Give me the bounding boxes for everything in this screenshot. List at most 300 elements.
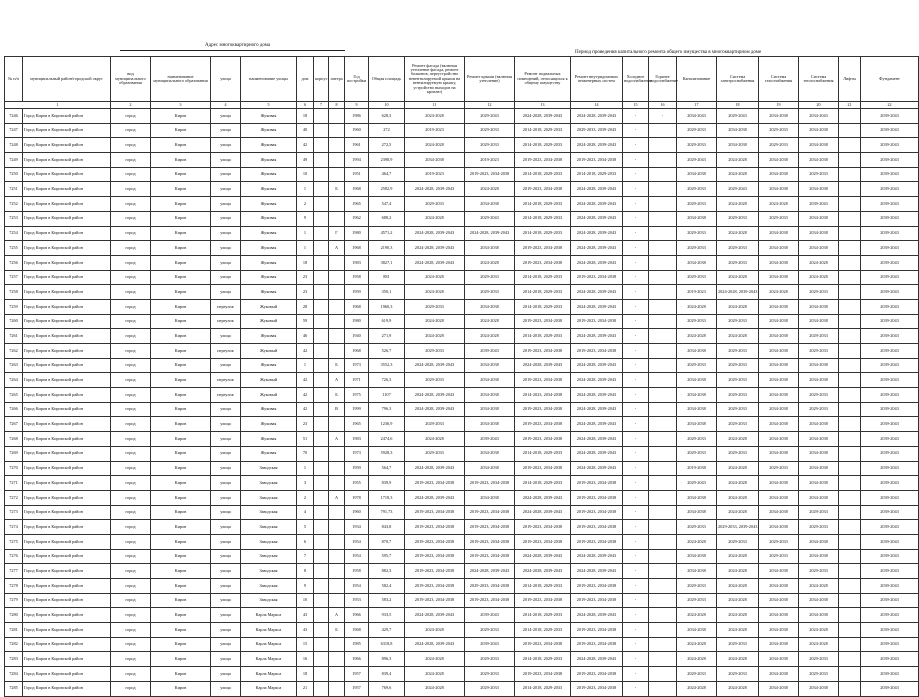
table-cell: 2029-2033 bbox=[717, 446, 759, 461]
table-cell bbox=[649, 623, 677, 638]
table-cell-dash: - bbox=[623, 520, 649, 535]
table-cell: 2029-2033 bbox=[677, 138, 717, 153]
table-row bbox=[5, 138, 919, 153]
table-cell: Город Киров в Кировской район bbox=[23, 534, 111, 549]
table-cell: 2029-2033 bbox=[799, 388, 839, 403]
table-cell: 2024-2028 bbox=[717, 299, 759, 314]
table-cell: 350,1 bbox=[369, 285, 405, 300]
table-cell bbox=[314, 241, 329, 256]
table-cell-dash: - bbox=[623, 211, 649, 226]
table-cell: 2029-2033 bbox=[717, 534, 759, 549]
column-header: дом bbox=[297, 57, 314, 102]
table-cell: 7260 bbox=[5, 314, 23, 329]
table-cell: 2039-2043 bbox=[861, 373, 919, 388]
table-cell: Б bbox=[329, 623, 345, 638]
table-cell: Город Киров в Кировской район bbox=[23, 270, 111, 285]
table-cell: улица bbox=[211, 241, 241, 256]
table-cell: 7279 bbox=[5, 593, 23, 608]
table-cell bbox=[649, 432, 677, 447]
column-number: 10 bbox=[369, 102, 405, 109]
table-cell: 2014-2018, 2029-2033 bbox=[515, 329, 571, 344]
table-cell: 2039-2043 bbox=[861, 402, 919, 417]
table-cell: 2039-2043 bbox=[861, 417, 919, 432]
table-cell: Жуковая bbox=[241, 285, 297, 300]
table-cell: Город Киров в Кировской район bbox=[23, 417, 111, 432]
table-cell: Киров bbox=[151, 344, 211, 359]
table-cell: 526,7 bbox=[369, 344, 405, 359]
table-cell: 464,7 bbox=[369, 167, 405, 182]
table-cell: 7267 bbox=[5, 417, 23, 432]
table-cell-dash: - bbox=[623, 534, 649, 549]
table-cell: 2024-2028 bbox=[717, 623, 759, 638]
table-cell bbox=[649, 285, 677, 300]
table-cell: улица bbox=[211, 432, 241, 447]
table-cell: 2019-2023, 2034-2038 bbox=[571, 270, 623, 285]
table-cell: 2024-2028, 2039-2043 bbox=[515, 358, 571, 373]
table-cell: 2029-2033 bbox=[799, 564, 839, 579]
table-cell: 7270 bbox=[5, 461, 23, 476]
table-cell bbox=[839, 358, 861, 373]
table-cell: 2019-2023, 2034-2038 bbox=[515, 432, 571, 447]
table-cell bbox=[314, 344, 329, 359]
table-cell: Киров bbox=[151, 579, 211, 594]
table-cell: 2014-2018, 2029-2033 bbox=[515, 197, 571, 212]
table-cell: Киров bbox=[151, 417, 211, 432]
column-number: 12 bbox=[465, 102, 515, 109]
table-cell: Киров bbox=[151, 637, 211, 652]
column-number: 18 bbox=[717, 102, 759, 109]
table-cell: Город Киров в Кировской район bbox=[23, 167, 111, 182]
table-cell: Киров bbox=[151, 549, 211, 564]
column-number: 5 bbox=[241, 102, 297, 109]
table-cell: 7284 bbox=[5, 667, 23, 682]
table-cell: Жуковая bbox=[241, 197, 297, 212]
table-cell: 2029-2033 bbox=[465, 623, 515, 638]
table-cell: Город Киров в Кировской район bbox=[23, 593, 111, 608]
table-cell bbox=[314, 138, 329, 153]
table-cell: 1968 bbox=[345, 241, 369, 256]
table-cell: 1934 bbox=[345, 520, 369, 535]
table-cell: 2024-2028 bbox=[405, 270, 465, 285]
table-cell: 2024-2028, 2039-2043 bbox=[515, 109, 571, 124]
table-cell bbox=[314, 637, 329, 652]
table-cell: 2024-2028 bbox=[405, 329, 465, 344]
table-cell: Б bbox=[329, 388, 345, 403]
table-header-row bbox=[5, 57, 919, 102]
table-cell: 2034-2038 bbox=[759, 608, 799, 623]
table-cell bbox=[839, 197, 861, 212]
table-cell: 2034-2038 bbox=[759, 593, 799, 608]
table-cell bbox=[649, 358, 677, 373]
table-cell: 2034-2038 bbox=[799, 593, 839, 608]
table-cell-dash: - bbox=[623, 549, 649, 564]
table-cell: город bbox=[111, 520, 151, 535]
table-cell: 2024-2028 bbox=[465, 329, 515, 344]
table-cell-dash: - bbox=[623, 373, 649, 388]
table-cell: 2039-2043 bbox=[861, 153, 919, 168]
table-cell: 2034-2038 bbox=[465, 461, 515, 476]
table-cell: 8 bbox=[297, 564, 314, 579]
table-cell bbox=[314, 593, 329, 608]
table-cell: город bbox=[111, 623, 151, 638]
table-cell: Жуковый bbox=[241, 299, 297, 314]
column-header: Ремонт крыши (включая утепление) bbox=[465, 57, 515, 102]
table-cell bbox=[839, 490, 861, 505]
table-cell: Город Киров в Кировской район bbox=[23, 138, 111, 153]
table-cell: 2029-2033, 2034-2038 bbox=[465, 579, 515, 594]
table-cell bbox=[329, 579, 345, 594]
table-cell: 2024-2028 bbox=[677, 534, 717, 549]
table-cell bbox=[839, 153, 861, 168]
table-cell bbox=[839, 681, 861, 696]
table-cell bbox=[314, 358, 329, 373]
table-cell: 7274 bbox=[5, 520, 23, 535]
table-cell bbox=[329, 109, 345, 124]
table-cell: 7263 bbox=[5, 358, 23, 373]
table-cell bbox=[839, 138, 861, 153]
table-cell: 2034-2038 bbox=[677, 490, 717, 505]
column-header: Фундамент bbox=[861, 57, 919, 102]
table-cell: Киров bbox=[151, 358, 211, 373]
table-cell: Город Киров в Кировской район bbox=[23, 490, 111, 505]
table-cell: 2024-2028 bbox=[717, 476, 759, 491]
table-cell: Жуковая bbox=[241, 167, 297, 182]
table-cell: Киров bbox=[151, 299, 211, 314]
table-cell: улица bbox=[211, 667, 241, 682]
table-cell: 1107 bbox=[369, 388, 405, 403]
table-cell: 2034-2038 bbox=[799, 314, 839, 329]
table-cell bbox=[329, 564, 345, 579]
table-cell: 2019-2023, 2034-2038 bbox=[515, 314, 571, 329]
table-cell: 7285 bbox=[5, 681, 23, 696]
table-cell: 2034-2038 bbox=[799, 461, 839, 476]
table-cell bbox=[839, 329, 861, 344]
table-cell: Жуковая bbox=[241, 241, 297, 256]
table-cell: 2034-2038 bbox=[759, 490, 799, 505]
table-cell: 2039-2043 bbox=[861, 138, 919, 153]
table-cell: 2024-2028 bbox=[717, 681, 759, 696]
table-cell: Город Киров в Кировской район bbox=[23, 285, 111, 300]
table-cell: 2019-2023, 2034-2038 bbox=[571, 667, 623, 682]
table-cell: 2024-2028, 2039-2043 bbox=[571, 388, 623, 403]
table-cell: 2034-2038 bbox=[799, 432, 839, 447]
table-cell: 271,9 bbox=[369, 329, 405, 344]
table-cell: 2039-2043 bbox=[861, 197, 919, 212]
table-cell: 2034-2038 bbox=[759, 373, 799, 388]
table-cell bbox=[329, 197, 345, 212]
table-cell: 2014-2018, 2029-2033 bbox=[515, 299, 571, 314]
table-cell: улица bbox=[211, 167, 241, 182]
table-cell: 2019-2023, 2034-2038 bbox=[405, 549, 465, 564]
table-cell: улица bbox=[211, 461, 241, 476]
table-cell: город bbox=[111, 534, 151, 549]
table-cell: 2029-2033 bbox=[465, 285, 515, 300]
table-cell: 2029-2033 bbox=[677, 446, 717, 461]
table-cell: 2019-2023, 2034-2038 bbox=[405, 476, 465, 491]
column-number: 2 bbox=[111, 102, 151, 109]
table-cell: Жуковая bbox=[241, 270, 297, 285]
table-cell: 2034-2038 bbox=[759, 579, 799, 594]
table-cell: Киров bbox=[151, 652, 211, 667]
table-cell: 2024-2028 bbox=[717, 153, 759, 168]
table-cell: город bbox=[111, 667, 151, 682]
table-cell bbox=[649, 270, 677, 285]
table-cell: 564,7 bbox=[369, 461, 405, 476]
table-cell bbox=[839, 402, 861, 417]
table-cell: Киров bbox=[151, 285, 211, 300]
table-cell: 5928,3 bbox=[369, 446, 405, 461]
table-cell: 1968 bbox=[345, 344, 369, 359]
table-cell-dash: - bbox=[623, 329, 649, 344]
table-cell: 2034-2038 bbox=[677, 549, 717, 564]
table-cell bbox=[329, 255, 345, 270]
table-cell-dash: - bbox=[623, 432, 649, 447]
table-cell bbox=[649, 314, 677, 329]
table-cell: 2034-2038 bbox=[465, 358, 515, 373]
table-cell bbox=[839, 241, 861, 256]
table-row bbox=[5, 167, 919, 182]
column-header: Горячее водоснабжение bbox=[649, 57, 677, 102]
table-cell: улица bbox=[211, 285, 241, 300]
table-cell-dash: - bbox=[623, 579, 649, 594]
table-cell: 2029-2033 bbox=[799, 505, 839, 520]
table-cell: 2039-2043 bbox=[861, 608, 919, 623]
table-cell: 2029-2033 bbox=[465, 652, 515, 667]
table-cell: 2029-2033 bbox=[465, 270, 515, 285]
table-cell bbox=[839, 623, 861, 638]
table-cell: Киров bbox=[151, 623, 211, 638]
table-cell: 2029-2033 bbox=[717, 211, 759, 226]
table-row bbox=[5, 623, 919, 638]
table-cell: Заводская bbox=[241, 564, 297, 579]
table-cell: 2029-2033 bbox=[465, 138, 515, 153]
table-cell: 2029-2033 bbox=[677, 358, 717, 373]
table-cell: 2034-2038 bbox=[799, 358, 839, 373]
table-cell: 2034-2038 bbox=[677, 255, 717, 270]
table-cell bbox=[649, 299, 677, 314]
table-row bbox=[5, 358, 919, 373]
table-cell: 2024-2028, 2039-2043 bbox=[405, 608, 465, 623]
table-cell: 2024-2028 bbox=[405, 432, 465, 447]
table-cell: 2024-2028, 2039-2043 bbox=[465, 564, 515, 579]
table-cell: 1960,3 bbox=[369, 299, 405, 314]
table-cell bbox=[649, 388, 677, 403]
table-cell: 2034-2038 bbox=[799, 123, 839, 138]
table-row bbox=[5, 476, 919, 491]
table-cell: Г bbox=[329, 226, 345, 241]
table-cell: 2024-2028 bbox=[717, 549, 759, 564]
table-cell: 2039-2043 bbox=[861, 593, 919, 608]
table-cell: 7255 bbox=[5, 241, 23, 256]
table-cell-dash: - bbox=[623, 681, 649, 696]
table-cell: 2024-2028, 2039-2043 bbox=[571, 417, 623, 432]
table-cell: 2029-2033 bbox=[405, 299, 465, 314]
table-cell: 2024-2028 bbox=[799, 255, 839, 270]
table-cell bbox=[649, 226, 677, 241]
table-cell bbox=[329, 505, 345, 520]
table-cell: 2024-2028, 2039-2043 bbox=[515, 490, 571, 505]
table-column-numbers-row bbox=[5, 102, 919, 109]
table-cell: улица bbox=[211, 417, 241, 432]
table-cell: 2024-2028 bbox=[717, 329, 759, 344]
table-cell: Город Киров в Кировской район bbox=[23, 226, 111, 241]
table-cell: 1965 bbox=[345, 417, 369, 432]
table-cell: 429,7 bbox=[369, 623, 405, 638]
table-cell: 1961 bbox=[345, 138, 369, 153]
table-cell: Жуковый bbox=[241, 344, 297, 359]
table-cell: 2039-2043 bbox=[861, 476, 919, 491]
table-cell: 2034-2038 bbox=[677, 373, 717, 388]
table-cell: город bbox=[111, 299, 151, 314]
table-cell: 7271 bbox=[5, 476, 23, 491]
table-cell: 2039-2043 bbox=[861, 490, 919, 505]
table-cell: 2024-2028, 2039-2043 bbox=[571, 109, 623, 124]
table-cell: 7258 bbox=[5, 285, 23, 300]
table-cell: 583,2 bbox=[369, 593, 405, 608]
table-cell: 2019-2023, 2034-2038 bbox=[515, 667, 571, 682]
table-cell bbox=[329, 167, 345, 182]
table-cell: 2019-2023, 2034-2038 bbox=[465, 505, 515, 520]
table-cell: Город Киров в Кировской район bbox=[23, 505, 111, 520]
table-cell bbox=[649, 373, 677, 388]
table-cell: 7246 bbox=[5, 109, 23, 124]
table-cell bbox=[649, 182, 677, 197]
table-cell: 2019-2023, 2034-2038 bbox=[465, 167, 515, 182]
table-cell: 2039-2043 bbox=[465, 432, 515, 447]
table-cell bbox=[649, 167, 677, 182]
table-cell: 1 bbox=[297, 226, 314, 241]
table-cell: Киров bbox=[151, 402, 211, 417]
table-cell bbox=[649, 123, 677, 138]
table-cell-dash: - bbox=[623, 314, 649, 329]
table-cell: 2034-2038 bbox=[759, 358, 799, 373]
table-cell: 2024-2028, 2039-2043 bbox=[571, 329, 623, 344]
table-cell: 7283 bbox=[5, 652, 23, 667]
table-cell: 2024-2028 bbox=[717, 226, 759, 241]
table-cell: город bbox=[111, 344, 151, 359]
table-cell: 2024-2028 bbox=[759, 285, 799, 300]
table-cell: 2014-2018, 2029-2033 bbox=[571, 167, 623, 182]
table-cell: 2034-2038 bbox=[799, 490, 839, 505]
table-cell: Город Киров в Кировской район bbox=[23, 344, 111, 359]
table-cell: Киров bbox=[151, 432, 211, 447]
table-cell: 2029-2033 bbox=[759, 211, 799, 226]
table-cell-dash: - bbox=[623, 358, 649, 373]
table-cell: Жуковая bbox=[241, 358, 297, 373]
table-cell: 2039-2043 bbox=[861, 211, 919, 226]
table-cell: улица bbox=[211, 123, 241, 138]
table-cell: 2029-2033 bbox=[717, 241, 759, 256]
table-cell: 10 bbox=[297, 593, 314, 608]
table-cell: 2014-2018, 2029-2033 bbox=[515, 446, 571, 461]
column-header: Система электроснабжения bbox=[717, 57, 759, 102]
table-cell bbox=[314, 446, 329, 461]
table-cell: 2024-2028 bbox=[405, 667, 465, 682]
column-header: корпус bbox=[314, 57, 329, 102]
table-cell: Заводская bbox=[241, 490, 297, 505]
table-cell: Заводская bbox=[241, 534, 297, 549]
table-cell: 2019-2023, 2034-2038 bbox=[405, 534, 465, 549]
table-cell: Город Киров в Кировской район bbox=[23, 373, 111, 388]
table-cell: 272,5 bbox=[369, 138, 405, 153]
table-cell: 2029-2043 bbox=[677, 476, 717, 491]
table-cell: улица bbox=[211, 579, 241, 594]
table-cell: город bbox=[111, 490, 151, 505]
table-cell: 2024-2028 bbox=[717, 608, 759, 623]
table-cell: 2024-2028, 2039-2043 bbox=[405, 490, 465, 505]
table-cell: 1957 bbox=[345, 667, 369, 682]
column-number: 22 bbox=[861, 102, 919, 109]
table-cell: улица bbox=[211, 255, 241, 270]
table-cell: 2024-2028, 2039-2043 bbox=[571, 285, 623, 300]
column-header: Год постройки bbox=[345, 57, 369, 102]
table-cell: 2014-2018, 2029-2033 bbox=[515, 211, 571, 226]
table-cell: 7265 bbox=[5, 388, 23, 403]
table-cell: 933,5 bbox=[369, 608, 405, 623]
table-row bbox=[5, 652, 919, 667]
table-cell: 2034-2043 bbox=[677, 109, 717, 124]
table-cell bbox=[314, 153, 329, 168]
table-cell: переулок bbox=[211, 344, 241, 359]
table-cell: 51 bbox=[297, 432, 314, 447]
table-cell: 2034-2038 bbox=[677, 564, 717, 579]
table-cell: 2024-2028, 2039-2043 bbox=[405, 402, 465, 417]
table-cell: 2039-2043 bbox=[861, 623, 919, 638]
table-cell: 2024-2028 bbox=[677, 681, 717, 696]
table-cell: 2034-2038 bbox=[759, 564, 799, 579]
table-cell: Киров bbox=[151, 241, 211, 256]
table-cell-dash: - bbox=[623, 270, 649, 285]
column-number: 4 bbox=[211, 102, 241, 109]
table-cell: 2034-2038 bbox=[465, 197, 515, 212]
table-cell: 2024-2028 bbox=[717, 505, 759, 520]
table-cell: 2024-2028 bbox=[799, 579, 839, 594]
table-cell: 2019-2023, 2034-2038 bbox=[515, 637, 571, 652]
table-cell: Жуковая bbox=[241, 109, 297, 124]
table-cell: 2024-2028, 2039-2043 bbox=[405, 182, 465, 197]
table-cell: 2024-2028 bbox=[405, 652, 465, 667]
table-cell bbox=[314, 226, 329, 241]
column-header: Система теплоснабжения bbox=[799, 57, 839, 102]
table-cell-dash: - bbox=[623, 241, 649, 256]
table-cell: город bbox=[111, 505, 151, 520]
column-number: 16 bbox=[649, 102, 677, 109]
table-cell: Город Киров в Кировской район bbox=[23, 608, 111, 623]
table-cell: 2019-2023 bbox=[465, 153, 515, 168]
table-cell: 2029-2033 bbox=[717, 255, 759, 270]
table-cell: город bbox=[111, 241, 151, 256]
table-cell: 2039-2043 bbox=[861, 167, 919, 182]
table-row bbox=[5, 299, 919, 314]
table-cell: город bbox=[111, 402, 151, 417]
table-cell: 2029-2033 bbox=[799, 329, 839, 344]
table-cell: 7266 bbox=[5, 402, 23, 417]
table-cell: 2029-2033 bbox=[405, 417, 465, 432]
table-cell: Жуковая bbox=[241, 153, 297, 168]
table-row bbox=[5, 255, 919, 270]
table-cell: Заводская bbox=[241, 579, 297, 594]
table-cell: 791,73 bbox=[369, 505, 405, 520]
table-cell: 2034-2038 bbox=[759, 652, 799, 667]
table-cell: 1973 bbox=[345, 358, 369, 373]
column-header: Система газоснабжения bbox=[759, 57, 799, 102]
table-cell bbox=[649, 241, 677, 256]
table-cell: 2039-2043 bbox=[465, 344, 515, 359]
table-cell: 2024-2028 bbox=[799, 270, 839, 285]
table-cell: 2024-2028 bbox=[465, 255, 515, 270]
table-cell: 2034-2038 bbox=[677, 417, 717, 432]
column-number: 14 bbox=[571, 102, 623, 109]
